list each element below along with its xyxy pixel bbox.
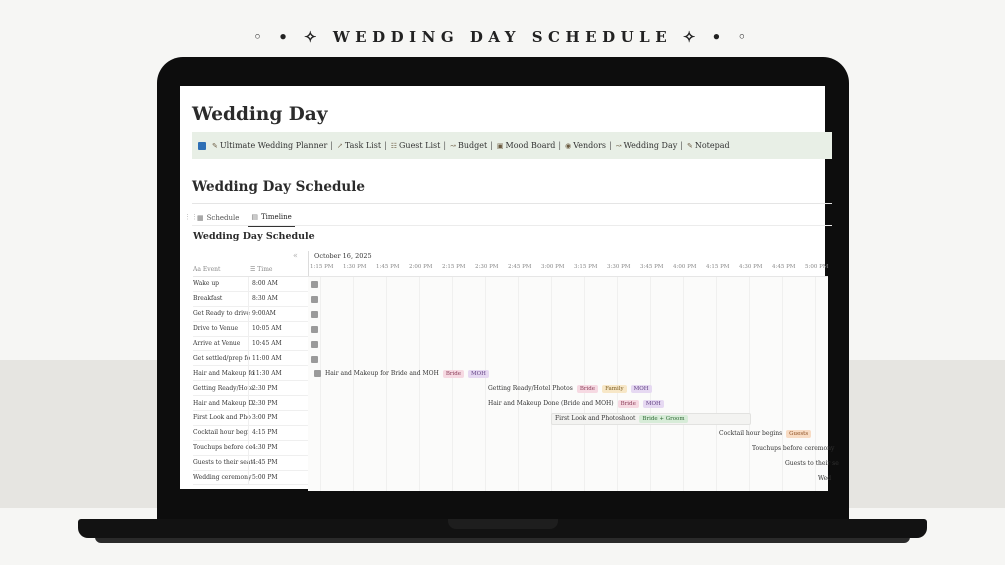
- time-cell: 11:00 AM: [248, 351, 308, 365]
- headline-text: WEDDING DAY SCHEDULE: [332, 28, 673, 46]
- table-header: [193, 263, 308, 277]
- timeline-tick: 2:15 PM: [442, 264, 466, 270]
- table-row[interactable]: [193, 307, 308, 322]
- event-cell: Breakfast: [193, 295, 223, 303]
- event-cell: Hair and Makeup D: [193, 399, 254, 407]
- nav-link-label: Budget: [457, 141, 488, 150]
- event-cell: Drive to Venue: [193, 325, 238, 333]
- timeline-gridline: [320, 277, 321, 491]
- timeline-tick: 3:45 PM: [640, 264, 664, 270]
- tag-badge: Bride: [577, 385, 598, 393]
- headline: [0, 28, 1005, 46]
- timeline-tick: 2:45 PM: [508, 264, 532, 270]
- timeline-tick: 3:15 PM: [574, 264, 598, 270]
- nav-bar: [192, 132, 832, 159]
- timeline-item[interactable]: [716, 428, 811, 440]
- column-header-event[interactable]: Aa Event: [193, 266, 221, 273]
- sparkle-icon: ✧ • ◦: [672, 28, 752, 46]
- event-cell: Touchups before ce: [193, 444, 253, 452]
- nav-link-ultimate-wedding-planner[interactable]: [212, 141, 327, 150]
- nav-link-label: Ultimate Wedding Planner: [219, 141, 328, 150]
- column-header-time[interactable]: [250, 266, 308, 273]
- timeline-gridline: [386, 277, 387, 491]
- timeline-item[interactable]: [485, 383, 652, 395]
- timeline-tick: 3:30 PM: [607, 264, 631, 270]
- timeline-tick: 4:30 PM: [739, 264, 763, 270]
- app-screen: [180, 86, 839, 489]
- tag-badge: Guests: [786, 430, 811, 438]
- timeline-gridline: [353, 277, 354, 491]
- nav-separator: |: [680, 141, 683, 150]
- timeline-item-label: Touchups before ceremony: [752, 444, 835, 452]
- nav-link-budget[interactable]: [450, 141, 487, 150]
- table-body: [193, 277, 308, 485]
- timeline-date: October 16, 2025: [314, 252, 372, 260]
- timeline-tick: 1:45 PM: [376, 264, 400, 270]
- event-cell: Guests to their seat: [193, 459, 253, 467]
- timeline-item[interactable]: [749, 442, 834, 454]
- section-title: Wedding Day Schedule: [192, 179, 365, 195]
- offscreen-item-icon[interactable]: [311, 341, 318, 348]
- nav-separator: |: [384, 141, 387, 150]
- guests-icon: ☷: [390, 141, 398, 150]
- timeline-gridline: [419, 277, 420, 491]
- timeline-item-label: Hair and Makeup Done (Bride and MOH): [488, 400, 614, 408]
- tag-badge: MOH: [643, 400, 664, 408]
- time-cell: 9:00AM: [248, 307, 308, 321]
- nav-items: [212, 141, 733, 150]
- nav-separator: |: [558, 141, 562, 150]
- nav-link-wedding-day[interactable]: [616, 141, 678, 150]
- timeline-item-label: First Look and Photoshoot: [555, 415, 636, 423]
- event-cell: First Look and Pho: [193, 414, 251, 422]
- column-header-time-label: Time: [257, 266, 273, 273]
- list-icon: ☰: [250, 266, 258, 273]
- view-title[interactable]: Wedding Day Schedule: [193, 231, 315, 242]
- time-cell: 10:45 AM: [248, 337, 308, 351]
- nav-link-label: Wedding Day: [623, 141, 678, 150]
- table-row[interactable]: [193, 471, 308, 486]
- nav-logo-icon: [198, 142, 206, 150]
- vendors-icon: ◉: [565, 141, 572, 150]
- table-row[interactable]: [193, 396, 308, 411]
- time-cell: 8:30 AM: [248, 292, 308, 306]
- nav-link-notepad[interactable]: [687, 141, 730, 150]
- event-cell: Get Ready to drive: [193, 310, 250, 318]
- time-cell: 4:15 PM: [248, 426, 308, 440]
- timeline-tick: 3:00 PM: [541, 264, 565, 270]
- table-row[interactable]: [193, 292, 308, 307]
- planner-icon: ✎: [212, 141, 218, 150]
- timeline-icon: ▤: [251, 213, 258, 221]
- timeline-tick: 4:00 PM: [673, 264, 697, 270]
- table-row[interactable]: [193, 277, 308, 292]
- collapse-table-icon[interactable]: «: [293, 251, 298, 260]
- tag-badge: Family: [602, 385, 627, 393]
- timeline-item[interactable]: [551, 413, 751, 425]
- timeline-item[interactable]: [782, 457, 839, 469]
- table-row[interactable]: [193, 426, 308, 441]
- event-cell: Wedding ceremony: [193, 474, 252, 482]
- tag-badge: Bride: [443, 370, 464, 378]
- pin-icon: ↗: [337, 141, 343, 150]
- nav-link-vendors[interactable]: [565, 141, 606, 150]
- timeline-view: [308, 251, 839, 491]
- nav-link-mood-board[interactable]: [497, 141, 556, 150]
- timeline-gridline: [749, 277, 750, 491]
- time-cell: 3:00 PM: [248, 411, 308, 425]
- timeline-tick: 1:15 PM: [310, 264, 334, 270]
- timeline-tick: 4:45 PM: [772, 264, 796, 270]
- event-cell: Get settled/prep fo: [193, 354, 251, 362]
- nav-link-label: Vendors: [573, 141, 607, 150]
- tag-badge: MOH: [468, 370, 489, 378]
- nav-link-label: Mood Board: [505, 141, 556, 150]
- nav-link-label: Task List: [344, 141, 382, 150]
- time-cell: 8:00 AM: [248, 277, 308, 291]
- nav-link-guest-list[interactable]: [391, 141, 441, 150]
- timeline-item-label: Getting Ready/Hotel Photos: [488, 385, 573, 393]
- timeline-item[interactable]: [485, 398, 664, 410]
- offscreen-item-icon[interactable]: [311, 356, 318, 363]
- tag-badge: Bride: [618, 400, 639, 408]
- timeline-item-label: Cocktail hour begins: [719, 430, 783, 437]
- nav-link-task-list[interactable]: [337, 141, 381, 150]
- tag-badge: MOH: [631, 385, 652, 393]
- tab-label: Timeline: [261, 213, 292, 221]
- nav-separator: |: [330, 141, 333, 150]
- timeline-gridline: [716, 277, 717, 491]
- offscreen-item-icon[interactable]: [311, 326, 318, 333]
- timeline-tick: 2:30 PM: [475, 264, 499, 270]
- table-row[interactable]: [193, 381, 308, 396]
- timeline-gridline: [683, 277, 684, 491]
- timeline-tick: 2:00 PM: [409, 264, 433, 270]
- rings-icon: ↝: [615, 141, 622, 150]
- tabs-divider: [192, 225, 832, 226]
- table-row[interactable]: [193, 411, 308, 426]
- page-title: Wedding Day: [192, 104, 328, 125]
- moodboard-icon: ▣: [496, 141, 504, 150]
- timeline-item-label: Wed: [818, 474, 832, 482]
- offscreen-item-icon: [314, 370, 321, 377]
- time-cell: 4:30 PM: [248, 441, 308, 455]
- event-cell: Hair and Makeup fo: [193, 369, 255, 377]
- divider: [192, 203, 832, 204]
- timeline-item-label: Guests to their se: [785, 459, 839, 467]
- offscreen-item-icon[interactable]: [311, 311, 318, 318]
- table-icon: ▦: [197, 213, 204, 222]
- budget-icon: ↝: [450, 141, 456, 150]
- timeline-tick: 4:15 PM: [706, 264, 730, 270]
- nav-separator: |: [490, 141, 493, 150]
- time-cell: 4:45 PM: [248, 456, 308, 470]
- table-row[interactable]: [193, 351, 308, 366]
- event-cell: Getting Ready/Hote: [193, 384, 254, 392]
- time-cell: 2:30 PM: [248, 381, 308, 395]
- time-cell: 11:30 AM: [248, 366, 308, 380]
- offscreen-item-icon[interactable]: [311, 281, 318, 288]
- timeline-gridline: [452, 277, 453, 491]
- tag-badge: Bride + Groom: [639, 415, 687, 423]
- laptop-notch: [448, 519, 558, 529]
- event-cell: Arrive at Venue: [193, 340, 241, 347]
- timeline-item[interactable]: [311, 368, 489, 380]
- tab-label: Schedule: [206, 213, 240, 222]
- table-row[interactable]: [193, 456, 308, 471]
- notepad-icon: ✎: [686, 141, 693, 150]
- timeline-item[interactable]: [815, 472, 831, 484]
- table-row[interactable]: [193, 322, 308, 337]
- table-row[interactable]: [193, 441, 308, 456]
- schedule-table: [193, 251, 308, 491]
- timeline-tick: 1:30 PM: [343, 264, 367, 270]
- timeline-item-label: Hair and Makeup for Bride and MOH: [325, 370, 439, 378]
- drag-handle-icon[interactable]: ⋮⋮: [184, 213, 198, 221]
- nav-link-label: Notepad: [694, 141, 730, 150]
- nav-separator: |: [443, 141, 447, 150]
- sparkle-icon: ◦ • ✧: [253, 28, 333, 46]
- event-cell: Cocktail hour begi: [193, 429, 250, 437]
- event-cell: Wake up: [193, 280, 220, 288]
- time-cell: 10:05 AM: [248, 322, 308, 336]
- table-row[interactable]: [193, 337, 308, 352]
- offscreen-item-icon[interactable]: [311, 296, 318, 303]
- timeline-tick: 5:00 PM: [805, 264, 829, 270]
- nav-link-label: Guest List: [399, 141, 441, 150]
- time-cell: 2:30 PM: [248, 396, 308, 410]
- table-row[interactable]: [193, 366, 308, 381]
- time-cell: 5:00 PM: [248, 471, 308, 485]
- nav-separator: |: [609, 141, 612, 150]
